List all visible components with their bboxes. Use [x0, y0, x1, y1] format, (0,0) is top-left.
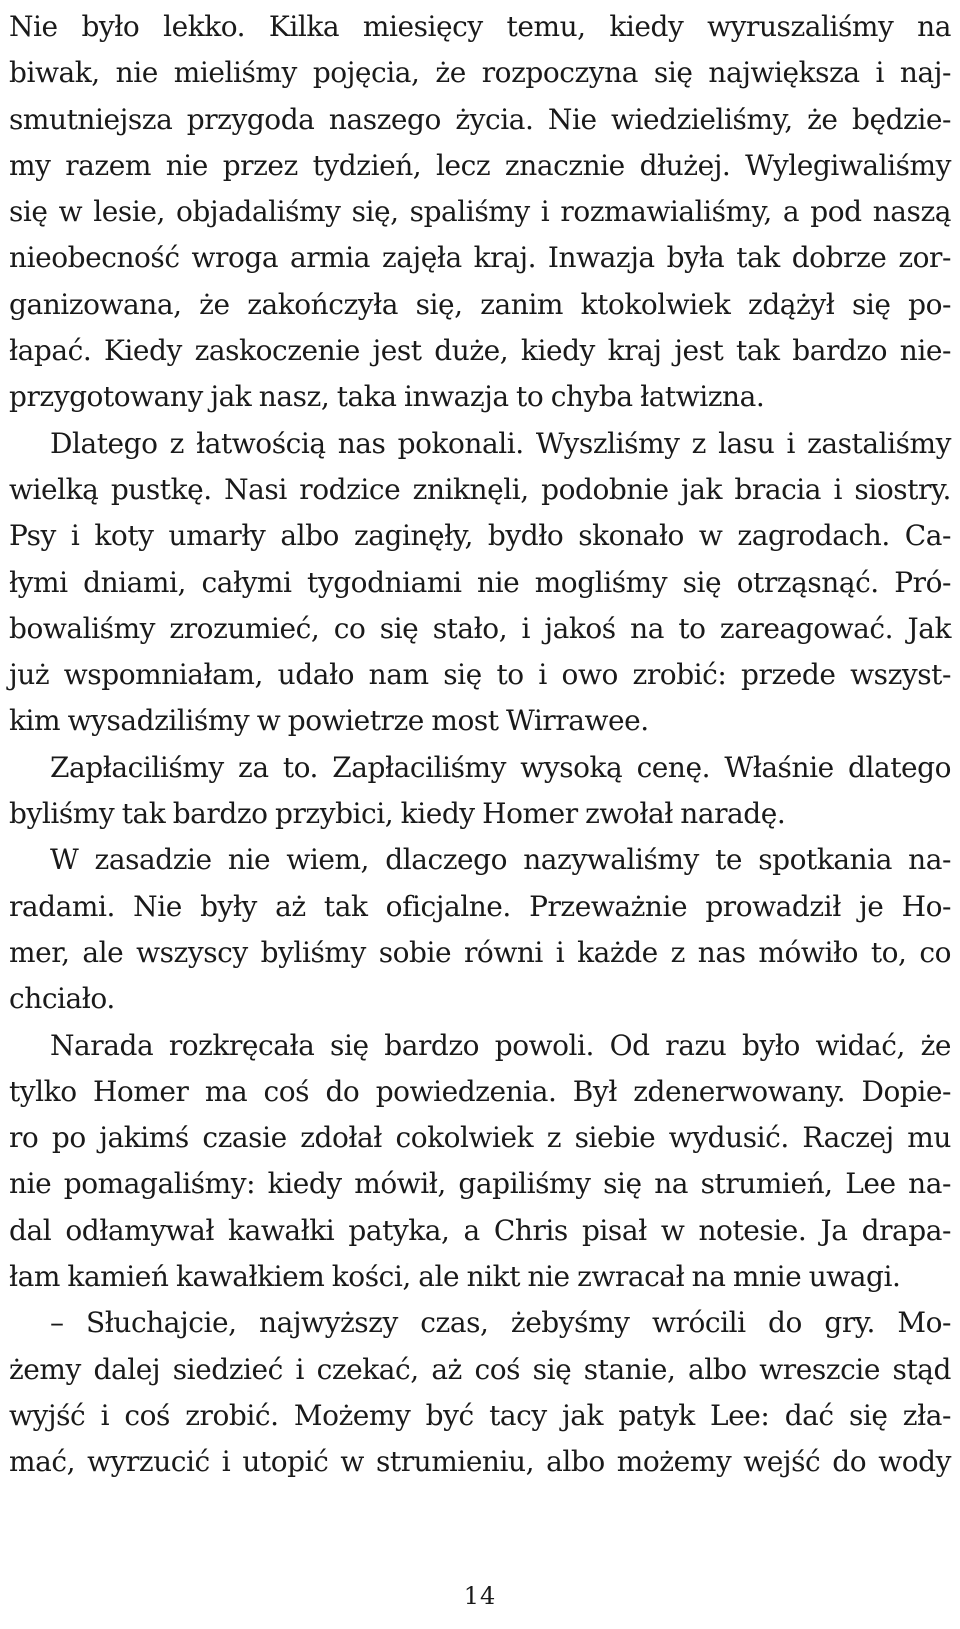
text-line: ganizowana, że zakończyła się, zanim ktokolwiek zdążył się po-	[9, 287, 951, 321]
text-line: ro po jakimś czasie zdołał cokolwiek z siebie wydusić. Raczej mu	[9, 1121, 951, 1155]
text-line: – Słuchajcie, najwyższy czas, żebyśmy wrócili do gry. Mo-	[50, 1306, 951, 1340]
text-line: przygotowany jak nasz, taka inwazja to chyba łatwizna.	[9, 380, 765, 414]
text-line: mać, wyrzucić i utopić w strumieniu, albo możemy wejść do wody	[9, 1445, 951, 1479]
text-line: Dlatego z łatwością nas pokonali. Wyszliśmy z lasu i zastaliśmy	[50, 426, 951, 460]
text-line: łymi dniami, całymi tygodniami nie mogliśmy się otrząsnąć. Pró-	[9, 565, 951, 599]
text-line: wielką pustkę. Nasi rodzice zniknęli, podobnie jak bracia i siostry.	[9, 472, 951, 506]
text-line: mer, ale wszyscy byliśmy sobie równi i każde z nas mówiło to, co	[9, 935, 951, 969]
text-line: biwak, nie mieliśmy pojęcia, że rozpoczyna się największa i naj-	[9, 56, 951, 90]
text-line: Psy i koty umarły albo zaginęły, bydło skonało w zagrodach. Ca-	[9, 519, 951, 553]
text-line: radami. Nie były aż tak oficjalne. Przeważnie prowadził je Ho-	[9, 889, 951, 923]
text-line: Narada rozkręcała się bardzo powoli. Od razu było widać, że	[50, 1028, 951, 1062]
text-line: smutniejsza przygoda naszego życia. Nie wiedzieliśmy, że będzie-	[9, 102, 951, 136]
text-line: kim wysadziliśmy w powietrze most Wirrawee.	[9, 704, 649, 738]
text-line: my razem nie przez tydzień, lecz znacznie dłużej. Wylegiwaliśmy	[9, 148, 951, 182]
body-text	[9, 4, 951, 1486]
text-line: chciało.	[9, 982, 115, 1016]
text-line: łam kamień kawałkiem kości, ale nikt nie zwracał na mnie uwagi.	[9, 1260, 901, 1294]
text-line: W zasadzie nie wiem, dlaczego nazywaliśmy te spotkania na-	[50, 843, 951, 877]
text-line: Nie było lekko. Kilka miesięcy temu, kiedy wyruszaliśmy na	[9, 10, 951, 43]
text-line: już wspomniałam, udało nam się to i owo zrobić: przede wszyst-	[9, 658, 951, 692]
text-line: łapać. Kiedy zaskoczenie jest duże, kiedy kraj jest tak bardzo nie-	[9, 334, 951, 368]
text-line: nieobecność wroga armia zajęła kraj. Inwazja była tak dobrze zor-	[9, 241, 951, 275]
text-line: się w lesie, objadaliśmy się, spaliśmy i rozmawialiśmy, a pod naszą	[9, 195, 951, 229]
text-line: byliśmy tak bardzo przybici, kiedy Homer zwołał naradę.	[9, 797, 786, 831]
text-line: Zapłaciliśmy za to. Zapłaciliśmy wysoką cenę. Właśnie dlatego	[50, 750, 951, 784]
text-line: tylko Homer ma coś do powiedzenia. Był zdenerwowany. Dopie-	[9, 1074, 951, 1108]
text-line: dal odłamywał kawałki patyka, a Chris pisał w notesie. Ja drapa-	[9, 1213, 951, 1247]
text-line: żemy dalej siedzieć i czekać, aż coś się stanie, albo wreszcie stąd	[9, 1352, 951, 1386]
text-line: bowaliśmy zrozumieć, co się stało, i jakoś na to zareagować. Jak	[9, 611, 951, 645]
page-number: 14	[463, 1582, 497, 1610]
text-line: wyjść i coś zrobić. Możemy być tacy jak patyk Lee: dać się zła-	[9, 1398, 951, 1432]
text-line: nie pomagaliśmy: kiedy mówił, gapiliśmy się na strumień, Lee na-	[9, 1167, 951, 1201]
